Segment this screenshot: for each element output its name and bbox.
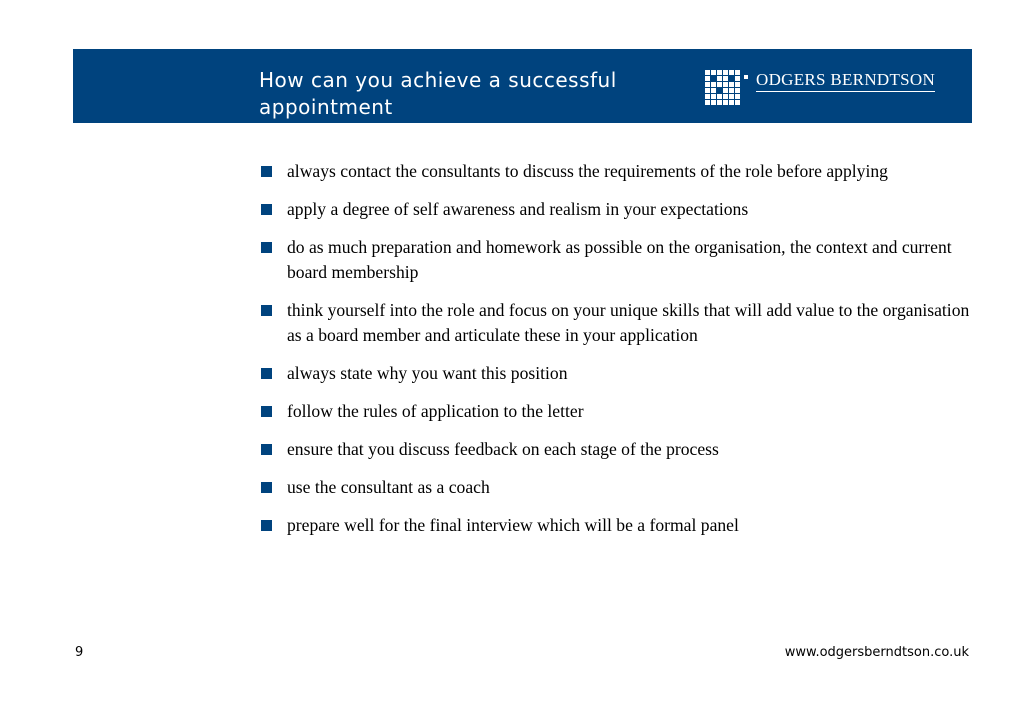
bullet-text: always contact the consultants to discuss the requirements of the role before applying (287, 161, 888, 181)
list-item (260, 235, 980, 285)
header-bar (73, 49, 972, 123)
bullet-square-icon (261, 444, 272, 455)
bullet-square-icon (261, 204, 272, 215)
list-item (260, 298, 980, 348)
list-item (260, 159, 980, 184)
logo-grid-icon (705, 70, 741, 106)
logo-dot-icon (744, 75, 748, 79)
page-number: 9 (75, 645, 84, 660)
list-item (260, 513, 980, 538)
bullet-square-icon (261, 482, 272, 493)
bullet-text: ensure that you discuss feedback on each stage of the process (287, 439, 719, 459)
bullet-square-icon (261, 242, 272, 253)
list-item (260, 361, 980, 386)
bullet-text: always state why you want this position (287, 363, 568, 383)
bullet-square-icon (261, 520, 272, 531)
list-item (260, 197, 980, 222)
bullet-list (260, 159, 980, 551)
slide-title: How can you achieve a successful appointment (259, 68, 617, 119)
bullet-square-icon (261, 406, 272, 417)
bullet-text: follow the rules of application to the letter (287, 401, 584, 421)
company-logo (705, 70, 935, 106)
footer-url: www.odgersberndtson.co.uk (784, 645, 969, 660)
bullet-square-icon (261, 368, 272, 379)
bullet-text: apply a degree of self awareness and realism in your expectations (287, 199, 749, 219)
bullet-text: use the consultant as a coach (287, 477, 490, 497)
bullet-text: prepare well for the final interview which will be a formal panel (287, 515, 739, 535)
list-item (260, 475, 980, 500)
bullet-square-icon (261, 305, 272, 316)
bullet-text: do as much preparation and homework as possible on the organisation, the context and current board membership (287, 237, 952, 282)
bullet-text: think yourself into the role and focus on your unique skills that will add value to the organisation as a board member and articulate these in your application (287, 300, 970, 345)
bullet-square-icon (261, 166, 272, 177)
list-item (260, 437, 980, 462)
list-item (260, 399, 980, 424)
logo-text: ODGERS BERNDTSON (756, 70, 935, 92)
